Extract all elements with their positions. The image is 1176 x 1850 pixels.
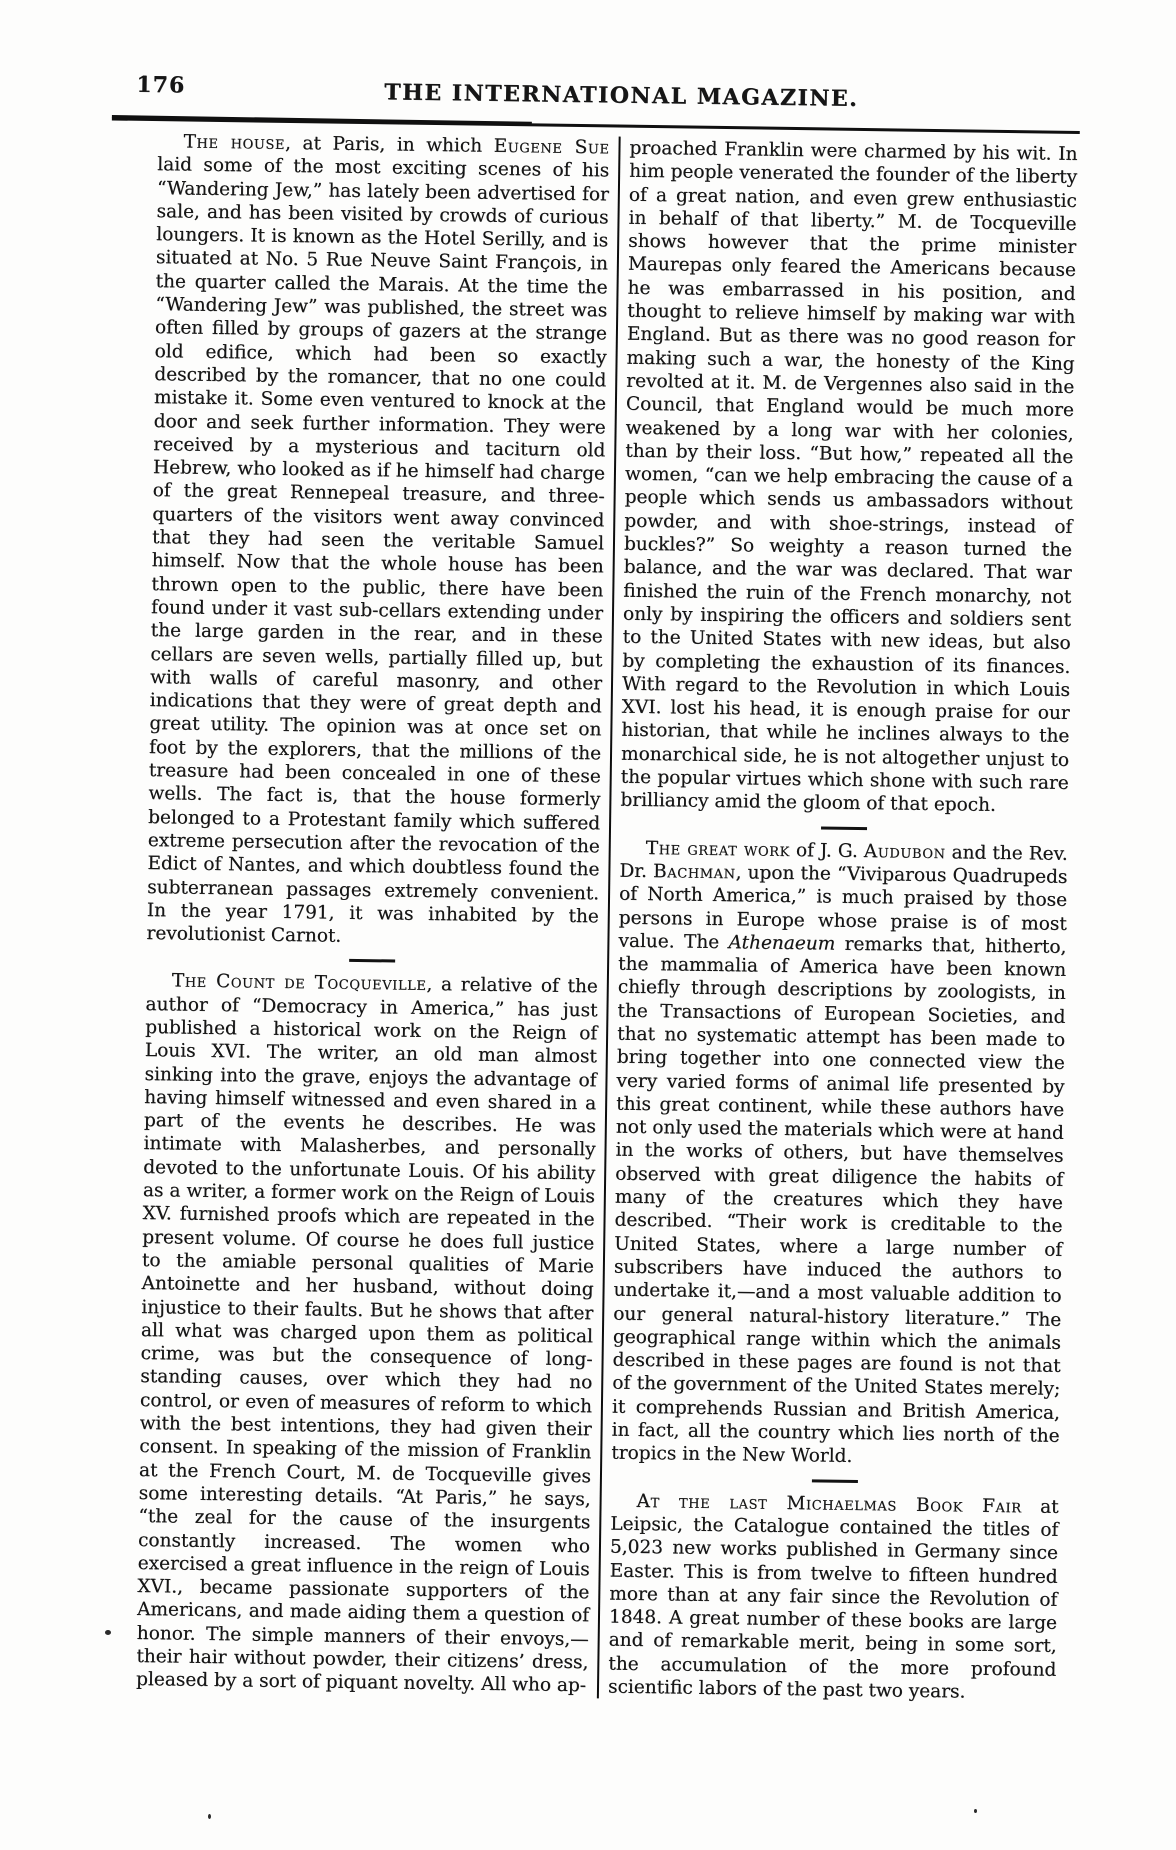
right-column: [608, 137, 1078, 1705]
paragraph-hotel-serilly: The house, at Paris, in which Eugene Sue laid some of the most exciting scenes of his “Wandering Jew,” has lately been advertised for sale, and has been visited by crowds of curious loungers. It is known as the Hotel Serilly, and is situated at No. 5 Rue Neuve Saint François, in the quarter called the Marais. At the time the “Wandering Jew” was published, the street was often filled by groups of gazers at the strange old edifice, which had been so exactly described by the romancer, that no one could mistake it. Some even ventured to knock at the door and seek further information. They were received by a mysterious and taciturn old Hebrew, who looked as if he himself had charge of the great Rennepeal treasure, and three-quarters of the visitors went away convinced that they had seen the veritable Samuel himself. Now that the whole house has been thrown open to the public, there have been found under it vast sub-cellars extending under the large garden in the rear, and in these cellars are seven wells, partially filled up, but with walls of careful masonry, and other indications that they were of great depth and great utility. The opinion was at once set on foot by the explorers, that the millions of the treasure had been concealed in one of these wells. The fact is, that the house formerly belonged to a Protestant family which suffered extreme persecution after the revocation of the Edict of Nantes, and which doubtless found the subterranean passages extremely convenient. In the year 1791, it was inhabited by the revolutionist Carnot.: [146, 131, 610, 947]
paragraph-michaelmas-book-fair: At the last Michaelmas Book Fair at Leipsic, the Catalogue contained the titles of 5,023 new works published in Germany since Easter. This is from twelve to fifteen hundred more than at any fair since the Revolution of 1848. A great number of these books are large and of remarkable merit, being in some sort, the accumulation of the more profound scientific labors of the past two years.: [607, 1490, 1059, 1703]
paragraph-tocqueville: The Count de Tocqueville, a relative of the author of “Democracy in America,” has just published a historical work on the Reign of Louis XVI. The writer, an old man almost sinking into the grave, enjoys the advantage of having himself witnessed and even shared in a part of the events he describes. He was intimate with Malasherbes, and personally devoted to the unfortunate Louis. Of his ability as a writer, a former work on the Reign of Louis XV. furnished proofs which are repeated in the present volume. Of course he does full justice to the amiable personal qualities of Marie Antoinette and her husband, without doing injustice to their faults. But he shows that after all what was charged upon them as political crime, was but the consequence of long-standing causes, over which they had no control, or even of measures of reform to which with the best intentions, they had given their consent. In speaking of the mission of Franklin at the French Court, M. de Tocqueville gives some interesting details. “At Paris,” he says, “the zeal for the cause of the insurgents constantly increased. The women who exercised a great influence in the reign of Louis XVI., became passionate supporters of the Americans, and made aiding them a question of honor. The simple manners of their envoys,—their hair without powder, their citizens’ dress, pleased by a sort of piquant novelty. All who ap-: [135, 970, 598, 1697]
paragraph-divider: [812, 1479, 858, 1483]
left-column: [136, 130, 610, 1698]
ink-speck: [974, 1809, 977, 1813]
paragraph-divider: [349, 959, 395, 963]
paragraph-franklin-continuation: proached Franklin were charmed by his wit. In him people venerated the founder of the liberty of a great nation, and even grew enthusiastic in behalf of that liberty.” M. de Tocqueville shows however that the prime minister Maurepas only feared the Americans because he was embarrassed in his position, and thought to relieve himself by making war with England. But as there was no good reason for making such a war, the honesty of the King revolted at it. M. de Vergennes also said in the Council, that England would be much more weakened by a long war with her colonies, than by their loss. “But how,” repeated all the women, “can we help embracing the cause of a people which sends us ambassadors without powder, and with shoe-strings, instead of buckles?” So weighty a reason turned the balance, and the war was declared. That war finished the ruin of the French monarchy, not only by inspiring the officers and soldiers sent to the United States with new ideas, but also by completing the exhaustion of its finances. With regard to the Revolution in which Louis XVI. lost his head, it is enough praise for our historian, that while he inclines always to the monarchical side, he is not altogether unjust to the popular virtues which shone with such rare brilliancy amid the gloom of that epoch.: [620, 137, 1078, 817]
page-number: 176: [136, 71, 186, 99]
ink-speck: [105, 1630, 111, 1635]
paragraph-divider: [821, 826, 867, 830]
journal-title: THE INTERNATIONAL MAGAZINE.: [383, 79, 859, 112]
paragraph-audubon-bachman: The great work of J. G. Audubon and the Rev. Dr. Bachman, upon the “Viviparous Quadrupeds of North America,” is much praised by those persons in Europe whose praise is of most value. The Athenaeum remarks that, hitherto, the mammalia of America have been known chiefly through descriptions by zoologists, in the Transactions of European Societies, and that no systematic attempt has been made to bring together into one connected view the very varied forms of animal life presented by this great continent, while these authors have not only used the materials which were at hand in the works of others, but have themselves observed with great diligence the habits of many of the creatures which they have described. “Their work is creditable to the United States, where a large number of subscribers have induced the authors to undertake it,—and a most valuable addition to our general natural-history literature.” The geographical range within which the animals described in these pages are found is not that of the government of the United States merely; it comprehends Russian and British America, in fact, all the country which lies north of the tropics in the New World.: [611, 837, 1068, 1468]
ink-speck: [208, 1814, 211, 1819]
text-block: [136, 130, 1082, 1705]
